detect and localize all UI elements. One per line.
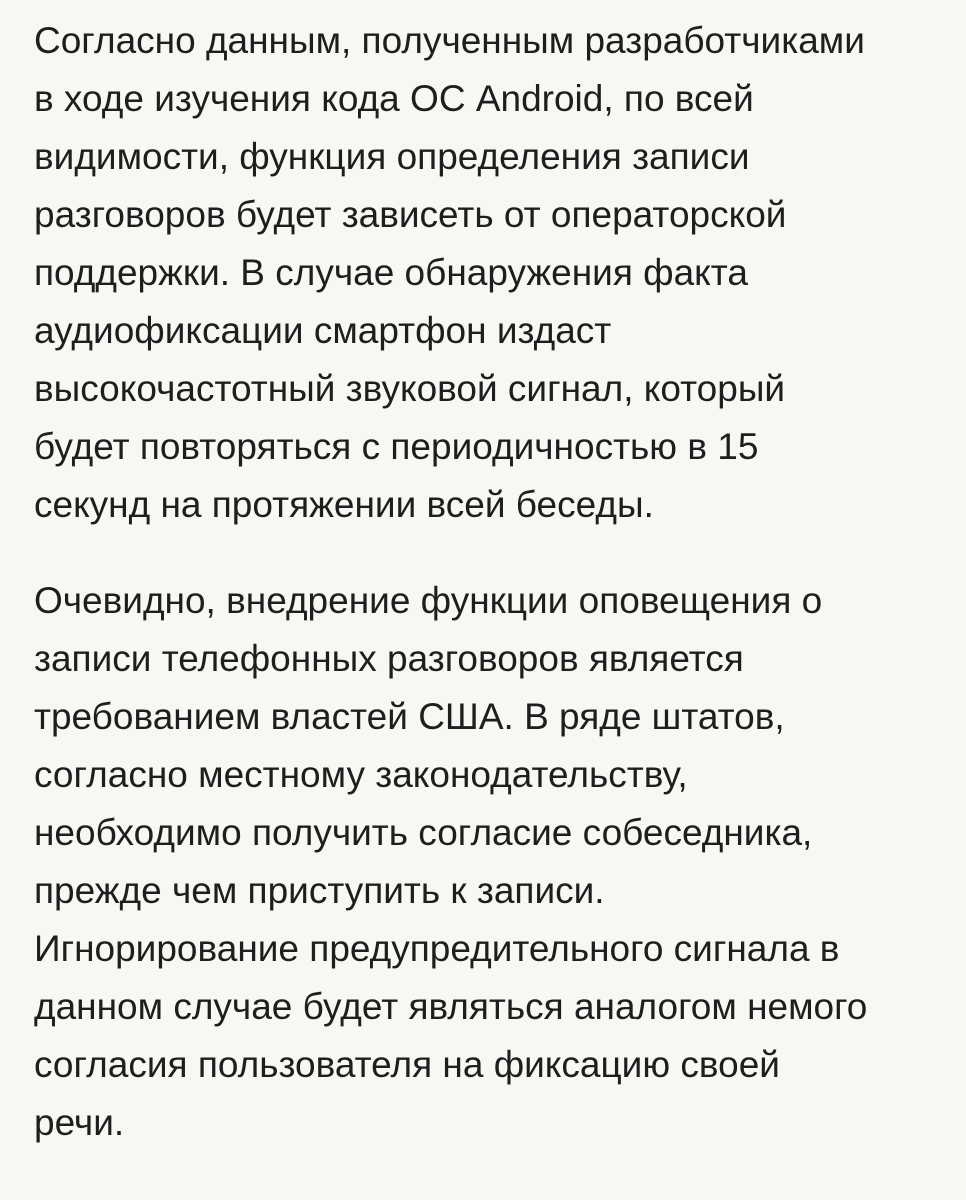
article-paragraph: Согласно данным, полученным разработчиками в ходе изучения кода ОС Android, по всей видимости, функция определения записи разговоров будет зависеть от операторской поддержки. В случае обнаружения факта аудиофиксации смартфон издаст высокочастотный звуковой сигнал, который будет повторяться с периодичностью в 15 секунд на протяжении всей беседы. (34, 20, 865, 525)
article-paragraph: Очевидно, внедрение функции оповещения о записи телефонных разговоров является требованием властей США. В ряде штатов, согласно местному законодательству, необходимо получить согласие собеседника, прежде чем приступить к записи. Игнорирование предупредительного сигнала в данном случае будет являться аналогом немого согласия пользователя на фиксацию своей речи. (34, 580, 868, 1143)
article-body (34, 12, 934, 1152)
